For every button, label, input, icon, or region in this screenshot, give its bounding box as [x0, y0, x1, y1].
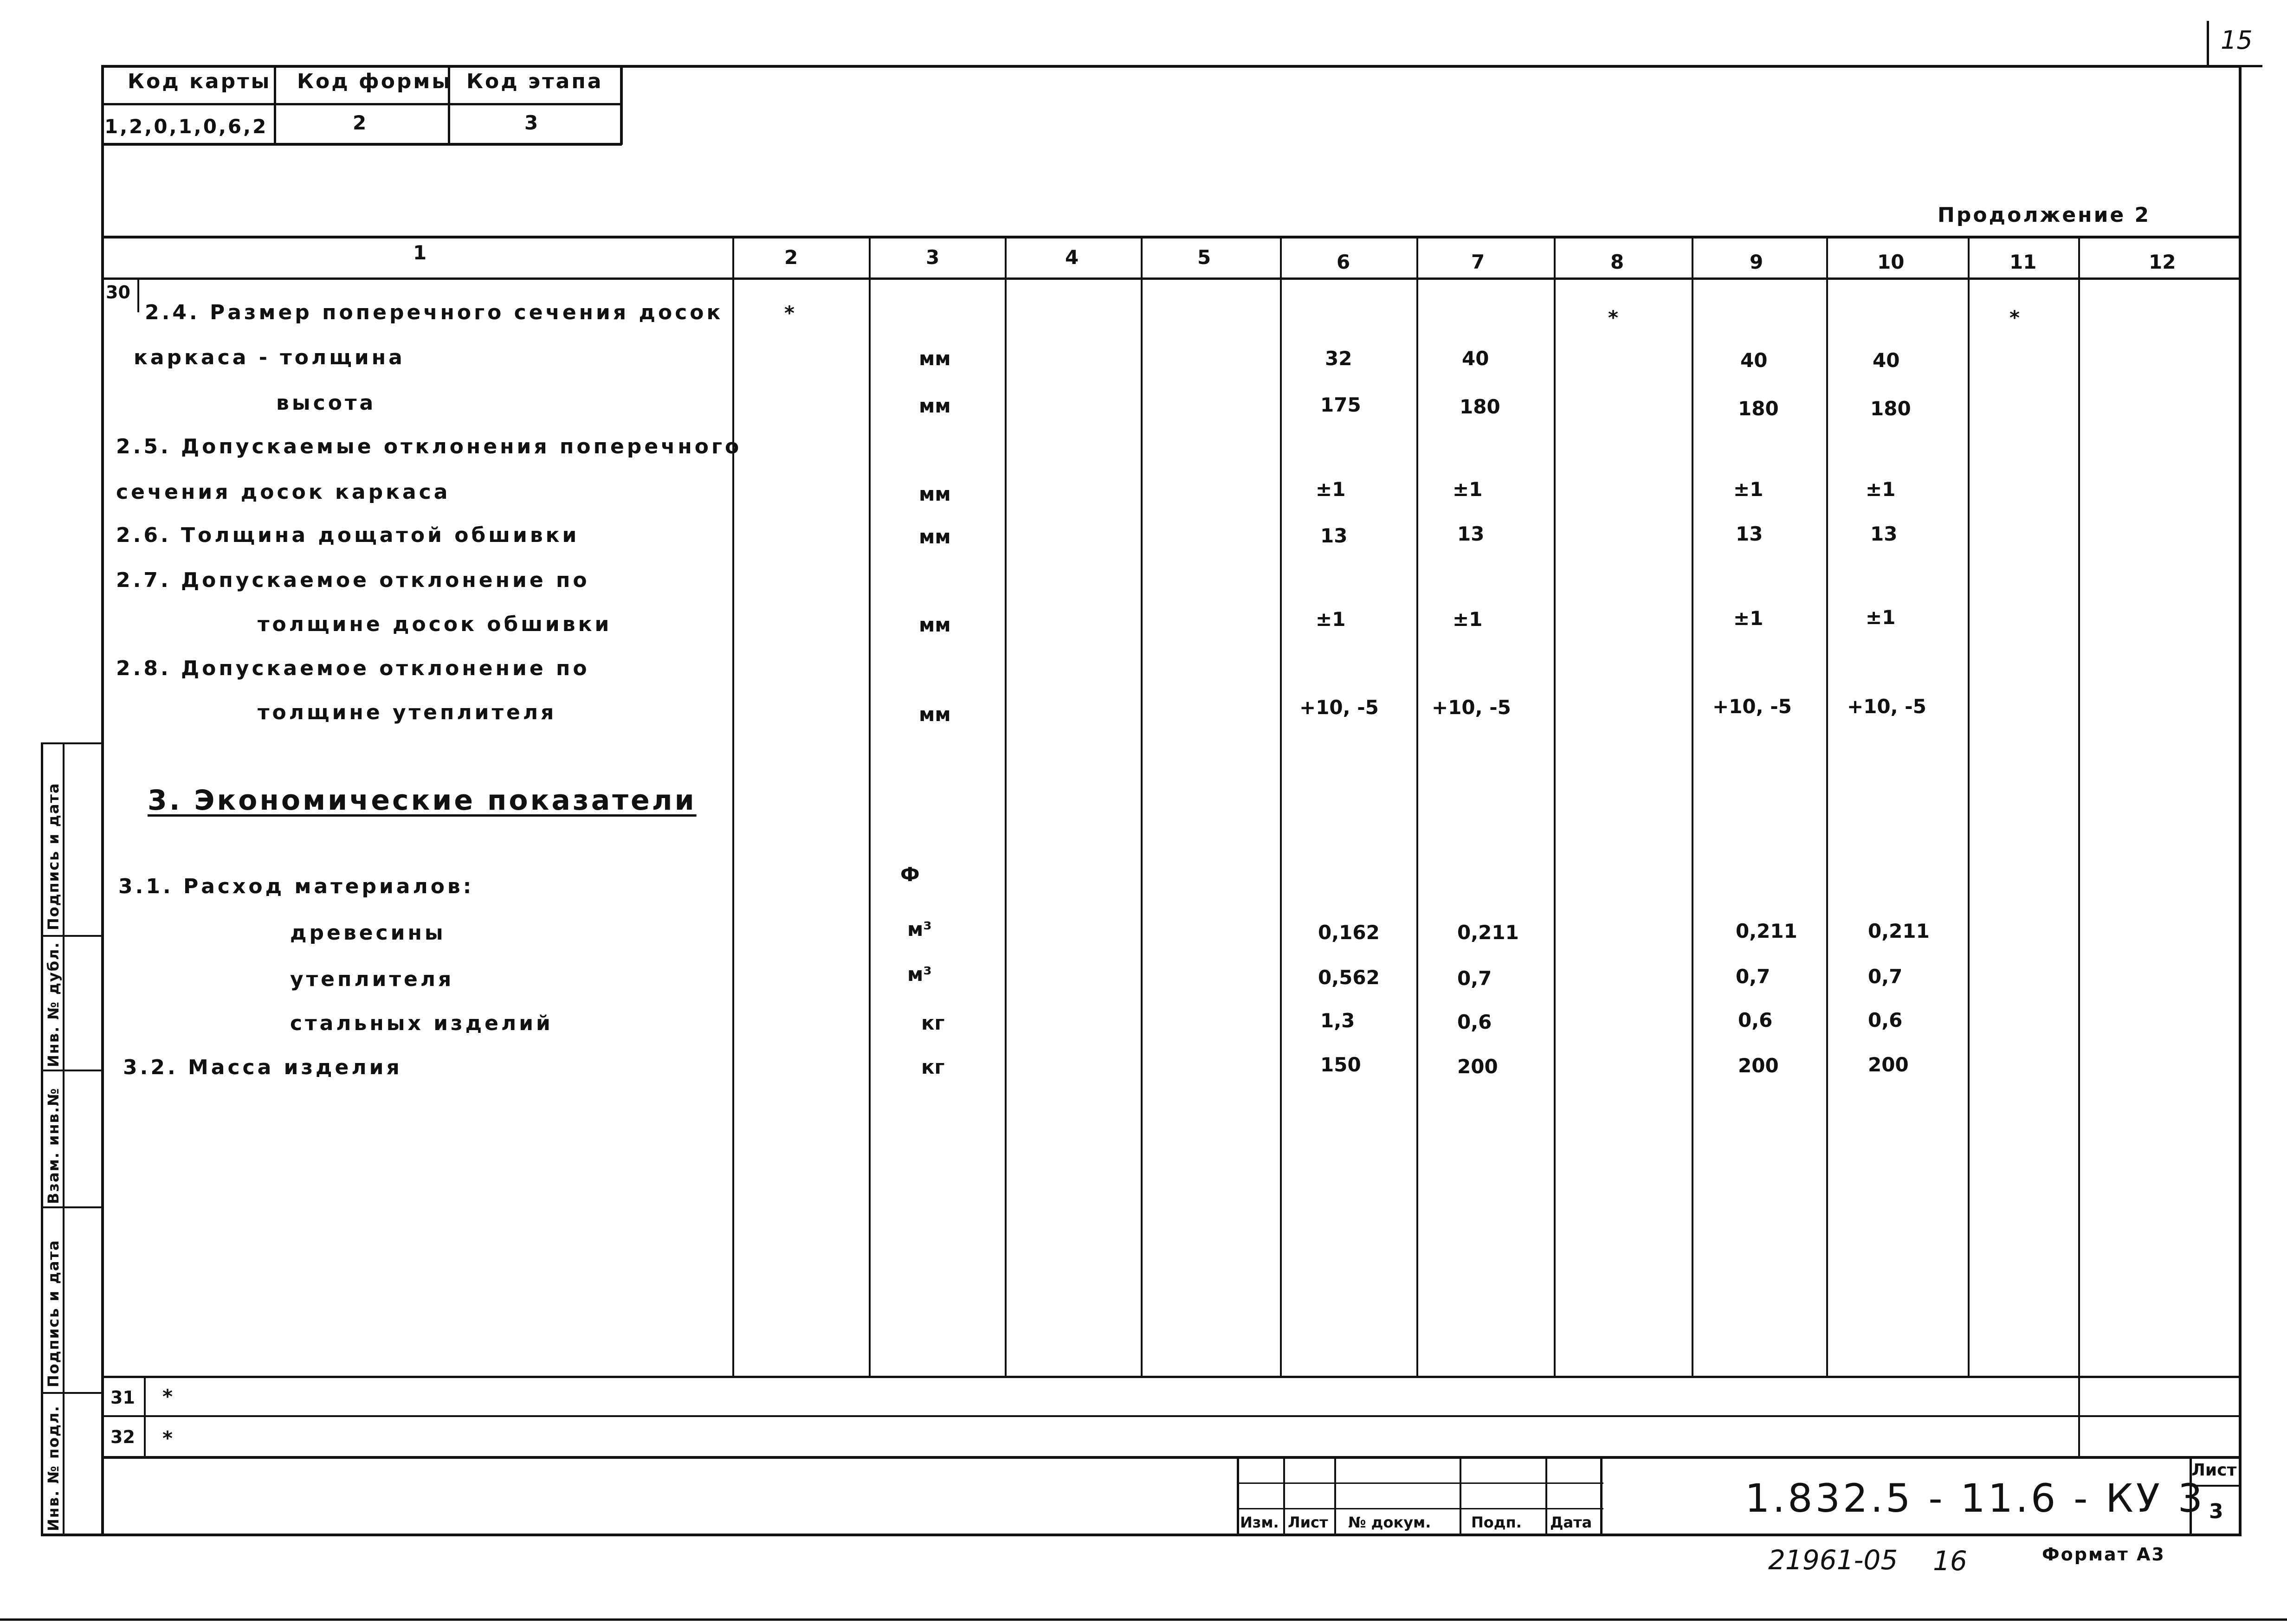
stamp-header-form: Код формы — [297, 70, 452, 93]
row-insulation-c6: +10, -5 — [1299, 696, 1379, 719]
row-steel-c7: 0,6 — [1457, 1011, 1492, 1033]
row-insulant-c10: 0,7 — [1868, 965, 1903, 988]
row32-mark: * — [162, 1427, 173, 1450]
row-section-frame-c6: ±1 — [1316, 478, 1346, 501]
row-number-31: 31 — [110, 1387, 135, 1408]
frame-top — [101, 65, 2242, 68]
side-stamp-div2 — [41, 1070, 103, 1071]
row-insulant-c6: 0,562 — [1318, 966, 1380, 989]
col-divider-4 — [1141, 236, 1143, 1378]
stamp-mid — [101, 103, 622, 105]
row-insulation-c7: +10, -5 — [1432, 696, 1511, 719]
table-header-top — [101, 236, 2242, 238]
row-steel-c6: 1,3 — [1320, 1009, 1355, 1032]
row-wood-c6: 0,162 — [1318, 921, 1380, 944]
row-thickness-c7: 40 — [1462, 347, 1489, 370]
col-header-12: 12 — [2149, 251, 2176, 273]
row-section-frame-c3: мм — [919, 483, 951, 505]
side-stamp-div1 — [41, 935, 103, 937]
row-2-4-c8: * — [1608, 306, 1618, 329]
stamp-value-stage: 3 — [524, 111, 538, 134]
row-text-insulation-thickness: толщине утеплителя — [258, 701, 557, 724]
side-stamp-div3 — [41, 1206, 103, 1208]
row-text-wood: древесины — [290, 921, 446, 945]
row-section-frame-c9: ±1 — [1733, 478, 1764, 501]
row-steel-c10: 0,6 — [1868, 1009, 1903, 1031]
row-thickness-sheathing-c10: ±1 — [1866, 606, 1896, 629]
handwritten-number: 16 — [1933, 1545, 1967, 1577]
frame-bottom — [101, 1534, 2242, 1536]
table-body-bottom — [101, 1376, 2242, 1378]
frame-left — [101, 65, 104, 1536]
title-block-c2 — [1334, 1456, 1336, 1535]
frame-right — [2239, 65, 2242, 1536]
tb-col-date: Дата — [1550, 1514, 1592, 1531]
document-code: 1.832.5 - 11.6 - КУ 3 — [1745, 1476, 2206, 1521]
row-wood-c9: 0,211 — [1736, 920, 1797, 942]
col-divider-7 — [1554, 236, 1556, 1378]
col-divider-10 — [1968, 236, 1970, 1378]
col-divider-2 — [869, 236, 871, 1378]
row-insulant-c9: 0,7 — [1736, 965, 1770, 988]
row-steel-c9: 0,6 — [1738, 1009, 1773, 1031]
stamp-header-stage: Код этапа — [466, 70, 603, 93]
side-stamp-mid — [63, 742, 65, 1536]
trim-line — [0, 1618, 2287, 1621]
row-section-frame-c10: ±1 — [1866, 478, 1896, 501]
row-height-c7: 180 — [1460, 395, 1500, 418]
row31-mark: * — [162, 1385, 173, 1408]
row-thickness-sheathing-c9: ±1 — [1733, 607, 1764, 630]
row-3-1-c3: Ф — [900, 863, 920, 886]
col-divider-9 — [1826, 236, 1828, 1378]
tb-col-sheet: Лист — [1288, 1514, 1328, 1531]
col-divider-11 — [2078, 236, 2080, 1456]
stamp-bottom — [101, 143, 622, 146]
row-text-3-1: 3.1. Расход материалов: — [118, 875, 474, 898]
title-block-row1 — [1237, 1482, 1603, 1484]
col-divider-5 — [1280, 236, 1282, 1378]
row-3-2-c6: 150 — [1320, 1053, 1361, 1076]
row-wood-c7: 0,211 — [1457, 921, 1519, 944]
title-block-c4 — [1545, 1456, 1547, 1535]
col-header-10: 10 — [1877, 251, 1905, 273]
row-text-thickness-sheathing: толщине досок обшивки — [258, 612, 612, 636]
row-2-6-c9: 13 — [1736, 522, 1763, 545]
row-text-2-4: 2.4. Размер поперечного сечения досок — [145, 301, 724, 324]
side-stamp-left — [41, 742, 43, 1536]
col-divider-3 — [1005, 236, 1007, 1378]
row-text-2-7: 2.7. Допускаемое отклонение по — [116, 568, 590, 592]
row-text-3-2: 3.2. Масса изделия — [123, 1056, 402, 1079]
row-thickness-sheathing-c3: мм — [919, 613, 951, 636]
row-insulation-c3: мм — [919, 703, 951, 726]
col-header-11: 11 — [2009, 251, 2037, 273]
side-stamp-top — [41, 742, 103, 744]
side-label-sign-date-top: Подпись и дата — [45, 782, 62, 930]
row-2-6-c10: 13 — [1870, 522, 1898, 545]
row-thickness-c3: мм — [919, 347, 951, 370]
title-block-c3 — [1460, 1456, 1461, 1535]
row-2-6-c7: 13 — [1457, 522, 1485, 545]
col-header-6: 6 — [1337, 251, 1350, 273]
row31-bottom — [101, 1415, 2242, 1417]
row-text-2-5: 2.5. Допускаемые отклонения поперечного — [116, 435, 742, 458]
tb-col-sign: Подп. — [1471, 1514, 1522, 1531]
row-text-thickness: каркаса - толщина — [134, 346, 405, 369]
row-text-section-frame: сечения досок каркаса — [116, 480, 451, 504]
row30-box-right — [137, 280, 139, 312]
page-number-box-left — [2207, 21, 2209, 67]
row-text-insulant: утеплителя — [290, 967, 454, 991]
col-header-5: 5 — [1197, 246, 1211, 269]
row-steel-c3: кг — [921, 1012, 945, 1034]
col-header-7: 7 — [1471, 251, 1485, 273]
col-header-2: 2 — [784, 246, 798, 269]
col-divider-8 — [1692, 236, 1693, 1378]
title-block-row2 — [1237, 1508, 1603, 1509]
row-wood-c3: м³ — [907, 918, 932, 941]
stamp-value-form: 2 — [353, 111, 367, 134]
row-thickness-c6: 32 — [1325, 347, 1352, 370]
side-stamp-div4 — [41, 1392, 103, 1394]
handwritten-code: 21961-05 — [1768, 1544, 1898, 1576]
stamp-div1 — [274, 65, 276, 145]
row-insulation-c10: +10, -5 — [1847, 695, 1926, 718]
table-header-bottom — [101, 277, 2242, 280]
row-3-2-c3: кг — [921, 1056, 945, 1078]
side-label-replace-inv: Взам. инв.№ — [45, 1087, 62, 1204]
tb-col-change: Изм. — [1240, 1514, 1279, 1531]
col-divider-6 — [1416, 236, 1418, 1378]
row-3-2-c7: 200 — [1457, 1055, 1498, 1078]
col-header-4: 4 — [1065, 246, 1079, 269]
stamp-right — [620, 65, 623, 145]
row-height-c9: 180 — [1738, 397, 1779, 420]
row-wood-c10: 0,211 — [1868, 920, 1930, 942]
side-label-sign-date-bottom: Подпись и дата — [45, 1239, 62, 1387]
side-label-dup-inv: Инв. № дубл. — [45, 941, 62, 1067]
col-header-3: 3 — [926, 246, 940, 269]
continuation-label: Продолжение 2 — [1938, 203, 2151, 227]
col-divider-1 — [732, 236, 734, 1378]
row-3-2-c9: 200 — [1738, 1054, 1779, 1077]
format-label: Формат А3 — [2042, 1544, 2165, 1565]
row-number-32: 32 — [110, 1427, 135, 1447]
row-text-height: высота — [276, 391, 376, 415]
row-insulant-c7: 0,7 — [1457, 967, 1492, 990]
row-2-4-c2: * — [784, 302, 795, 324]
stamp-value-card: 1,2,0,1,0,6,2 — [104, 115, 268, 138]
row-text-2-6: 2.6. Толщина дощатой обшивки — [116, 523, 580, 547]
title-block-left — [1237, 1456, 1239, 1535]
page-number: 15 — [2221, 26, 2253, 55]
row-section-frame-c7: ±1 — [1453, 478, 1483, 501]
stamp-header-card: Код карты — [128, 70, 271, 93]
row32-bottom — [101, 1456, 2242, 1459]
col-header-1: 1 — [413, 241, 427, 264]
row-insulant-c3: м³ — [907, 963, 932, 986]
row-height-c6: 175 — [1320, 393, 1361, 416]
row-insulation-c9: +10, -5 — [1712, 695, 1792, 718]
row-2-4-c11: * — [2009, 306, 2020, 329]
row-text-steel: стальных изделий — [290, 1012, 553, 1035]
row-thickness-c9: 40 — [1740, 349, 1768, 372]
title-block-c5 — [1600, 1456, 1602, 1535]
row-2-6-c6: 13 — [1320, 524, 1348, 547]
sheet-number: 3 — [2209, 1500, 2223, 1523]
side-label-orig-inv: Инв. № подл. — [45, 1405, 62, 1531]
row-thickness-sheathing-c7: ±1 — [1453, 608, 1483, 631]
row-2-6-c3: мм — [919, 525, 951, 548]
section3-title: 3. Экономические показатели — [148, 784, 697, 817]
side-stamp-bottom — [41, 1534, 103, 1536]
row-number-30: 30 — [106, 282, 130, 303]
row-text-2-8: 2.8. Допускаемое отклонение по — [116, 657, 590, 680]
col-header-8: 8 — [1610, 251, 1624, 273]
sheet-label: Лист — [2191, 1461, 2237, 1480]
tb-col-docnum: № докум. — [1348, 1514, 1431, 1531]
row-height-c10: 180 — [1870, 397, 1911, 420]
col-header-9: 9 — [1750, 251, 1764, 273]
row-3-2-c10: 200 — [1868, 1053, 1909, 1076]
row-thickness-sheathing-c6: ±1 — [1316, 608, 1346, 631]
row-height-c3: мм — [919, 394, 951, 417]
title-block-c1 — [1283, 1456, 1285, 1535]
row31-32-num-divider — [144, 1376, 146, 1457]
row-thickness-c10: 40 — [1873, 349, 1900, 372]
